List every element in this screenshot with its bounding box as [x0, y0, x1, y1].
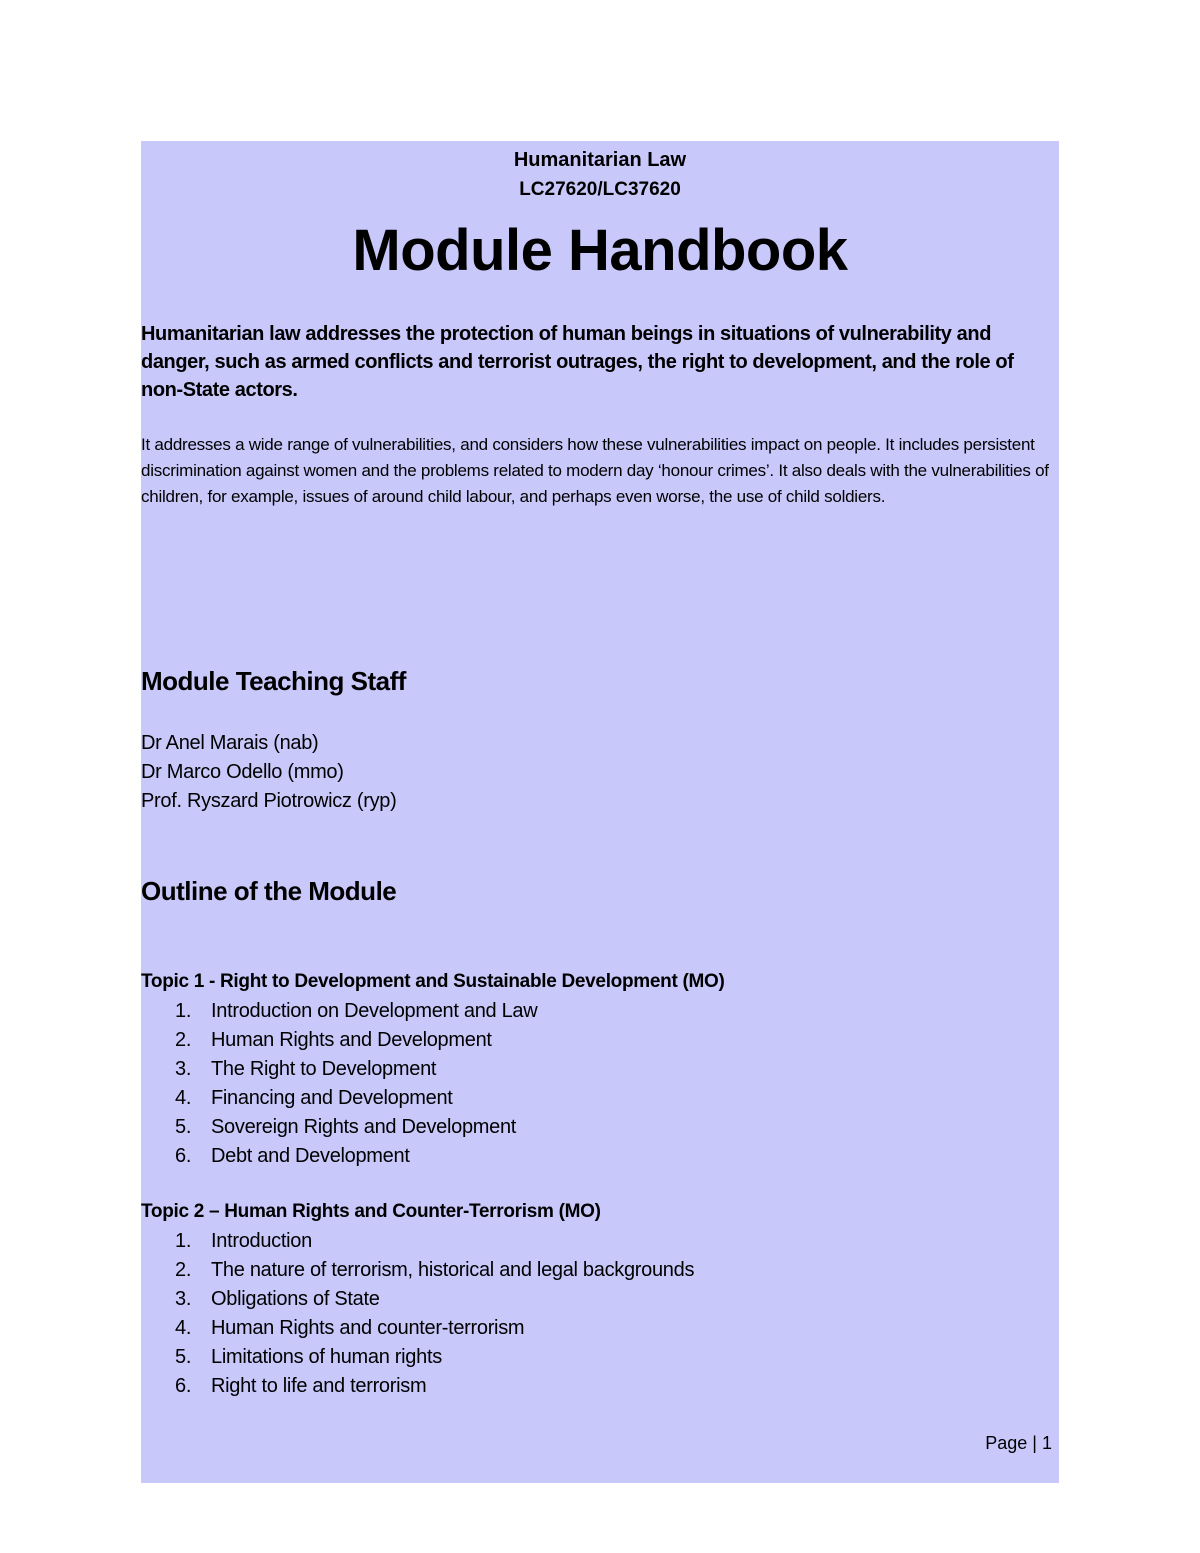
- topic-1-heading: Topic 1 - Right to Development and Sustainable Development (MO): [141, 971, 725, 992]
- list-text: Right to life and terrorism: [211, 1375, 427, 1397]
- list-text: Financing and Development: [211, 1087, 453, 1109]
- list-item: [141, 1372, 694, 1401]
- list-number: 2.: [175, 1259, 192, 1281]
- list-number: 4.: [175, 1087, 192, 1109]
- list-number: 4.: [175, 1317, 192, 1339]
- list-number: 6.: [175, 1375, 192, 1397]
- list-item: [141, 1084, 537, 1113]
- list-text: Introduction: [211, 1230, 312, 1252]
- list-text: Human Rights and Development: [211, 1029, 492, 1051]
- staff-member: Prof. Ryszard Piotrowicz (ryp): [141, 790, 397, 812]
- course-title: Humanitarian Law: [513, 149, 687, 171]
- intro-detail: It addresses a wide range of vulnerabilities, and considers how these vulnerabilities impact on people. It includes persistent discrimination against women and the problems related to modern day ‘honour crimes’. It also deals with the vulnerabilities of children, for example, issues of around child labour, and perhaps even worse, the use of child soldiers.: [141, 435, 1049, 506]
- list-item: [141, 1026, 537, 1055]
- list-number: 5.: [175, 1116, 192, 1138]
- page-number: Page | 1: [985, 1433, 1052, 1453]
- intro-summary: Humanitarian law addresses the protection of human beings in situations of vulnerability and danger, such as armed conflicts and terrorist outrages, the right to development, and the role of non-State actors.: [141, 323, 1014, 401]
- list-text: Limitations of human rights: [211, 1346, 442, 1368]
- list-item: [141, 1285, 694, 1314]
- list-number: 1.: [175, 1230, 192, 1252]
- staff-member: Dr Anel Marais (nab): [141, 732, 319, 754]
- list-item: [141, 1055, 537, 1084]
- staff-heading: Module Teaching Staff: [141, 666, 406, 696]
- staff-list: [141, 729, 397, 816]
- outline-heading: Outline of the Module: [141, 876, 397, 906]
- list-text: Sovereign Rights and Development: [211, 1116, 517, 1138]
- topic-2-list: [141, 1227, 694, 1401]
- list-item: [141, 1314, 694, 1343]
- list-text: Debt and Development: [211, 1145, 410, 1167]
- list-number: 3.: [175, 1058, 192, 1080]
- staff-member: Dr Marco Odello (mmo): [141, 761, 344, 783]
- topic-2-heading: Topic 2 – Human Rights and Counter-Terrorism (MO): [141, 1201, 601, 1222]
- list-text: Obligations of State: [211, 1288, 380, 1310]
- list-number: 5.: [175, 1346, 192, 1368]
- list-number: 3.: [175, 1288, 192, 1310]
- list-item: [141, 1142, 537, 1171]
- list-item: [141, 1113, 537, 1142]
- list-item: [141, 1256, 694, 1285]
- list-item: [141, 1343, 694, 1372]
- list-text: Human Rights and counter-terrorism: [211, 1317, 525, 1339]
- topic-1-list: [141, 997, 537, 1171]
- list-number: 2.: [175, 1029, 192, 1051]
- document-title: Module Handbook: [352, 218, 848, 283]
- handbook-page: [141, 141, 1059, 1483]
- list-number: 6.: [175, 1145, 192, 1167]
- course-code: LC27620/LC37620: [519, 179, 681, 200]
- list-item: [141, 997, 537, 1026]
- list-number: 1.: [175, 1000, 192, 1022]
- list-text: The Right to Development: [211, 1058, 437, 1080]
- list-text: Introduction on Development and Law: [211, 1000, 538, 1022]
- list-item: [141, 1227, 694, 1256]
- list-text: The nature of terrorism, historical and legal backgrounds: [211, 1259, 695, 1281]
